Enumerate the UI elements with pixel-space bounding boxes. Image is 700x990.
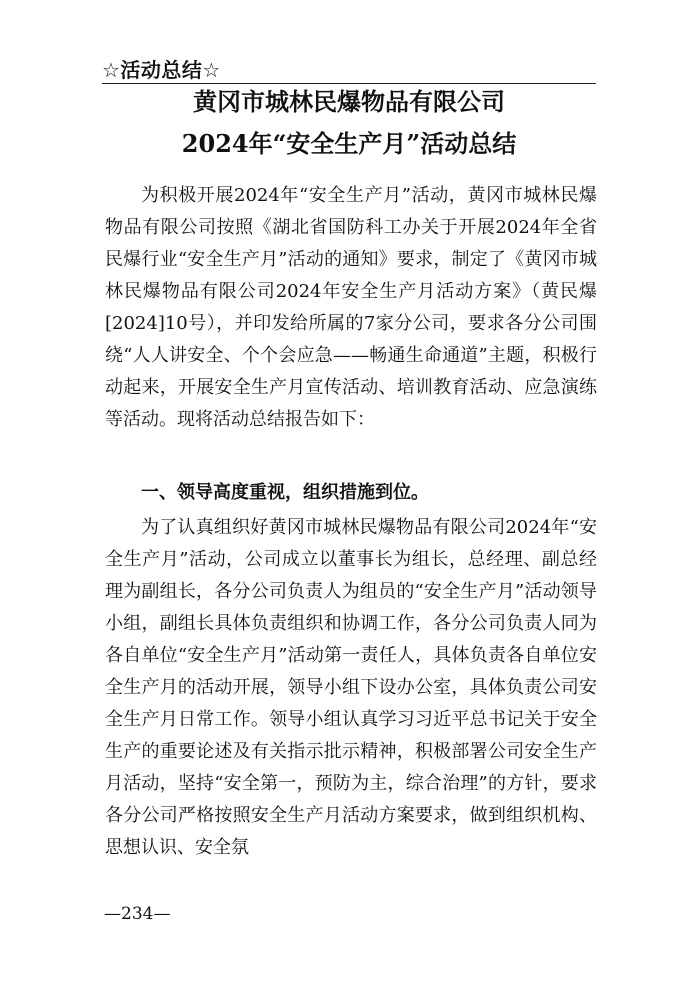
section1-paragraph: 为了认真组织好黄冈市城林民爆物品有限公司2024年“安全生产月”活动，公司成立以董事长为组长，总经理、副总经理为副组长，各分公司负责人为组员的“安全生产月”活动领导小组，副组长具体负责组织和协调工作，各分公司负责人同为各自单位“安全生产月”活动第一责任人，具体负责各自单位安全生产月的活动开展，领导小组下设办公室，具体负责公司安全生产月日常工作。领导小组认真学习习近平总书记关于安全生产的重要论述及有关指示批示精神，积极部署公司安全生产月活动，坚持“安全第一，预防为主，综合治理”的方针，要求各分公司严格按照安全生产月活动方案要求，做到组织机构、思想认识、安全氛	[105, 517, 597, 858]
section1-heading: 一、领导高度重视，组织措施到位。	[141, 482, 429, 503]
intro-paragraph: 为积极开展2024年“安全生产月”活动，黄冈市城林民爆物品有限公司按照《湖北省国防科工办关于开展2024年全省民爆行业“安全生产月”活动的通知》要求，制定了《黄冈市城林民爆物品有限公司2024年安全生产月活动方案》（黄民爆[2024]10号），并印发给所属的7家分公司，要求各分公司围绕“人人讲安全、个个会应急——畅通生命通道”主题，积极行动起来，开展安全生产月宣传活动、培训教育活动、应急演练等活动。现将活动总结报告如下：	[105, 185, 597, 430]
document-title-line2: 2024年“安全生产月”活动总结	[181, 129, 517, 158]
document-title-line1: 黄冈市城林民爆物品有限公司	[193, 87, 505, 116]
intro-paragraph-block	[105, 180, 597, 436]
page-number: —234—	[104, 904, 171, 924]
section1-paragraph-block	[105, 512, 597, 864]
header-divider	[102, 83, 596, 84]
section-label: ☆活动总结☆	[102, 58, 221, 82]
